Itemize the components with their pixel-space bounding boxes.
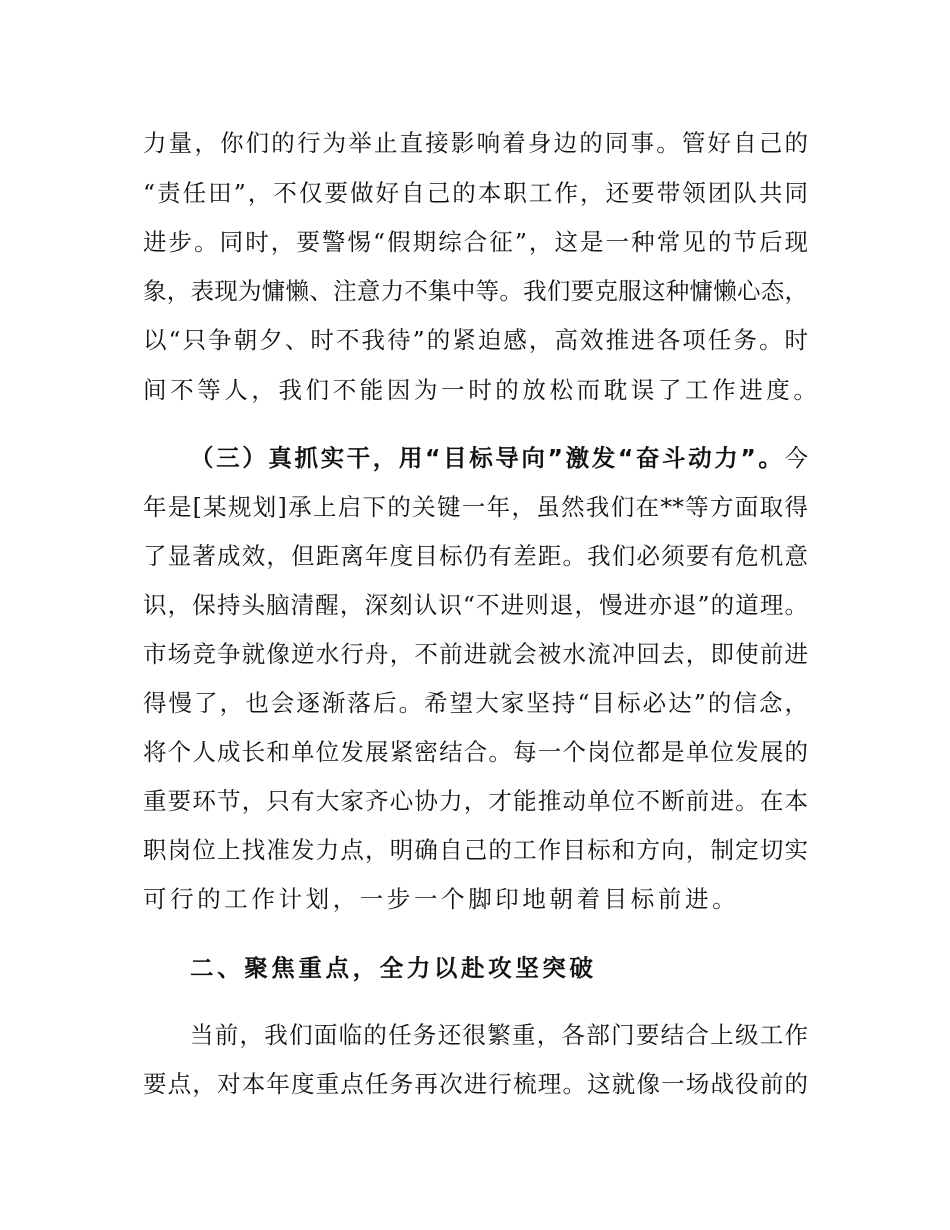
text-line: “责任田”，不仅要做好自己的本职工作，还要带领团队共同 (143, 179, 808, 207)
text-line: 年是[某规划]承上启下的关键一年，虽然我们在**等方面取得 (143, 493, 808, 521)
text-line: 识，保持头脑清醒，深刻认识“不进则退，慢进亦退”的道理。 (143, 591, 808, 619)
subheading: （三）真抓实干，用“目标导向”激发“奋斗动力”。 (190, 444, 785, 472)
text-line: 力量，你们的行为举止直接影响着身边的同事。管好自己的 (143, 129, 808, 157)
text-line: 将个人成长和单位发展紧密结合。每一个岗位都是单位发展的 (143, 738, 808, 766)
text-fragment: 今 (784, 444, 808, 472)
text-line: 可行的工作计划，一步一个脚印地朝着目标前进。 (143, 885, 740, 913)
text-line: 间不等人，我们不能因为一时的放松而耽误了工作进度。 (143, 376, 821, 404)
text-line: 进步。同时，要警惕“假期综合征”，这是一种常见的节后现 (143, 228, 808, 256)
text-line: 象，表现为慵懒、注意力不集中等。我们要克服这种慵懒心态， (143, 277, 808, 305)
text-line: 重要环节，只有大家齐心协力，才能推动单位不断前进。在本 (143, 787, 808, 815)
text-line: 以“只争朝夕、时不我待”的紧迫感，高效推进各项任务。时 (143, 326, 808, 354)
text-line: 职岗位上找准发力点，明确自己的工作目标和方向，制定切实 (143, 836, 808, 864)
section-heading: 二、聚焦重点，全力以赴攻坚突破 (190, 954, 597, 982)
text-line: 要点，对本年度重点任务再次进行梳理。这就像一场战役前的 (143, 1070, 808, 1098)
subheading-line (190, 443, 808, 473)
text-line: 当前，我们面临的任务还很繁重，各部门要结合上级工作 (190, 1021, 808, 1049)
text-line: 了显著成效，但距离年度目标仍有差距。我们必须要有危机意 (143, 542, 808, 570)
text-line: 市场竞争就像逆水行舟，不前进就会被水流冲回去，即使前进 (143, 640, 808, 668)
text-line: 得慢了，也会逐渐落后。希望大家坚持“目标必达”的信念， (143, 689, 808, 717)
